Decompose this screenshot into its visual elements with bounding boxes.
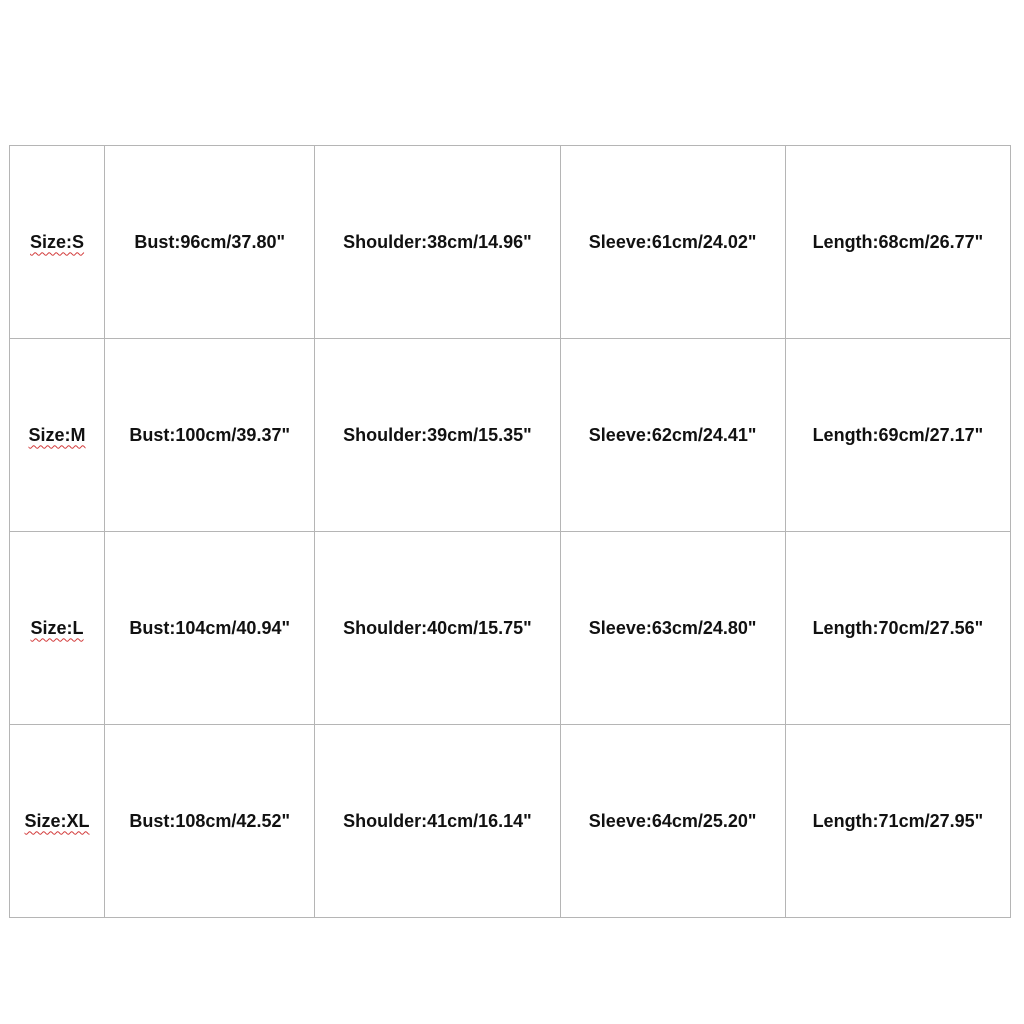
size-cell xyxy=(10,146,105,339)
bust-cell: Bust:104cm/40.94" xyxy=(105,532,315,725)
table-row-size-l xyxy=(10,532,1011,725)
size-label: Size:L xyxy=(30,617,84,638)
sleeve-cell: Sleeve:63cm/24.80" xyxy=(560,532,785,725)
sleeve-cell: Sleeve:64cm/25.20" xyxy=(560,725,785,918)
size-label: Size:M xyxy=(28,424,86,445)
sleeve-cell: Sleeve:62cm/24.41" xyxy=(560,339,785,532)
length-cell: Length:71cm/27.95" xyxy=(785,725,1010,918)
table-row-size-xl xyxy=(10,725,1011,918)
bust-cell: Bust:108cm/42.52" xyxy=(105,725,315,918)
shoulder-cell: Shoulder:38cm/14.96" xyxy=(315,146,560,339)
shoulder-cell: Shoulder:41cm/16.14" xyxy=(315,725,560,918)
size-label: Size:S xyxy=(30,231,85,252)
length-cell: Length:69cm/27.17" xyxy=(785,339,1010,532)
size-cell xyxy=(10,725,105,918)
table-row-size-s xyxy=(10,146,1011,339)
sleeve-cell: Sleeve:61cm/24.02" xyxy=(560,146,785,339)
size-cell xyxy=(10,339,105,532)
size-chart-table xyxy=(9,145,1011,918)
size-cell xyxy=(10,532,105,725)
length-cell: Length:68cm/26.77" xyxy=(785,146,1010,339)
length-cell: Length:70cm/27.56" xyxy=(785,532,1010,725)
table-row-size-m xyxy=(10,339,1011,532)
bust-cell: Bust:96cm/37.80" xyxy=(105,146,315,339)
bust-cell: Bust:100cm/39.37" xyxy=(105,339,315,532)
shoulder-cell: Shoulder:40cm/15.75" xyxy=(315,532,560,725)
size-label: Size:XL xyxy=(24,810,90,831)
shoulder-cell: Shoulder:39cm/15.35" xyxy=(315,339,560,532)
